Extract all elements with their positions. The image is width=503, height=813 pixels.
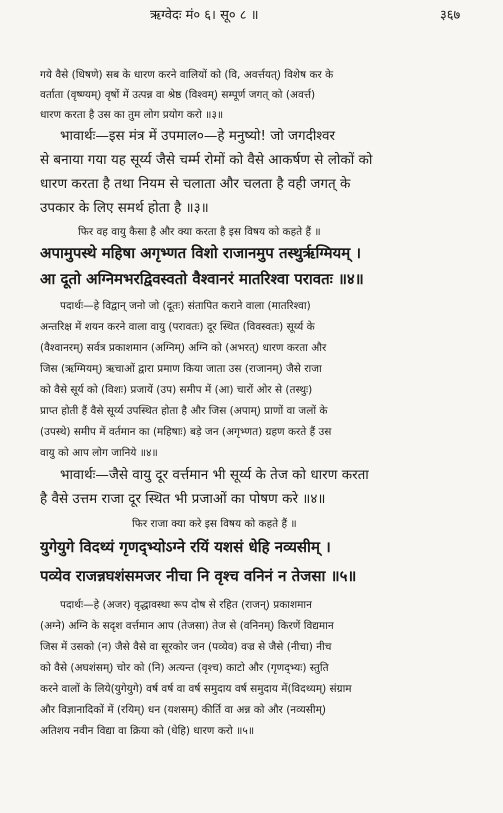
text-line: गये वैसे (धिषणे) सब के धारण करने वालियों को (वि, अवर्त्तयत्) विशेष कर के bbox=[40, 69, 334, 81]
padartha-line: पदार्थः—हे (अजर) वृद्धावस्था रूप दोष से रहित (राजन्) प्रकाशमान bbox=[60, 599, 312, 611]
padartha-line: और विज्ञानादिकों में (रयिम्) धन (यशसम्) कीर्ति वा अन्न को और (नव्यसीम्) bbox=[40, 704, 326, 716]
padartha-line: अतिशय नवीन विद्या वा क्रिया को (धेहि) धारण करो ॥५॥ bbox=[40, 725, 255, 737]
mantra-line: युगेयुगे विदथ्यं गृणद्भ्योऽग्ने रयिं यशसं धेहि नव्यसीम् । bbox=[40, 538, 331, 556]
text-line: वर्ताता (वृष्ण्यम्) वृषों में उत्पन्न वा श्रेष्ठ (विश्वम्) सम्पूर्ण जगत् को (अवर्त्त) bbox=[40, 89, 316, 101]
padartha-line: वायु को आप लोग जानिये ॥४॥ bbox=[40, 447, 158, 459]
bhavartha-line: भावार्थः—इस मंत्र में उपमाल०—हे मनुष्यो! जो जगदीश्वर bbox=[60, 128, 336, 144]
padartha-line: (अग्ने) अग्नि के सदृश वर्त्तमान आप (तेजसा) तेज से (वनिनम्) किरणें विद्यमान bbox=[40, 620, 334, 632]
bhavartha-line: धारण करता है तथा नियम से चलाता और चलता है वही जगत् के bbox=[40, 176, 351, 192]
mantra-line: पव्येव राजन्नघशंसमजर नीचा नि वृश्च वनिनं न तेजसा ॥५॥ bbox=[40, 567, 357, 585]
bhavartha-line: भावार्थः—जैसे वायु दूर वर्त्तमान भी सूर्य्य के तेज को धारण करता bbox=[60, 467, 369, 483]
page-number: ३६७ bbox=[440, 8, 461, 23]
padartha-line: जिस (ऋग्मियम्) ऋचाओं द्वारा प्रमाण किया जाता उस (राजानम्) जैसे राजा bbox=[40, 363, 322, 375]
padartha-line: करने वालों के लिये(युगेयुगे) वर्ष वर्ष वा वर्ष समुदाय वर्ष समुदाय में(विदथ्यम्) संग्राम bbox=[40, 683, 352, 695]
padartha-line: को वैसे सूर्य को (विशः) प्रजायें (उप) समीप में (आ) चारों ओर से (तस्थुः) bbox=[40, 384, 313, 396]
running-title: ऋग्वेदः मं० ६। सू० ८ ॥ bbox=[150, 8, 259, 23]
padartha-line: जिस में उसको (न) जैसे वैसे वा सूरकोर जन (पव्येव) वज्र से जैसे (नीचा) नीच bbox=[40, 641, 332, 653]
mantra-line: आ दूतो अग्निमभरद्विवस्वतो वैश्वानरं मातरिश्वा परावतः ॥४॥ bbox=[40, 270, 364, 288]
bhavartha-line: उपकार के लिए समर्थ होता है ॥३॥ bbox=[40, 200, 209, 216]
text-line: धारण करता है उस का तुम लोग प्रयोग करो ॥३॥ bbox=[40, 109, 224, 121]
padartha-line: पदार्थः—हे विद्वान् जनो जो (दूतः) संतापित कराने वाला (मातरिश्वा) bbox=[60, 300, 311, 312]
padartha-line: (वैश्वानरम्) सर्वत्र प्रकाशमान (अग्निम्) अग्नि को (अभरत्) धारण करता और bbox=[40, 342, 327, 354]
padartha-line: को वैसे (अघशंसम्) चोर को (नि) अत्यन्त (वृश्च) काटो और (गृणद्भ्यः) स्तुति bbox=[40, 662, 329, 674]
padartha-line: प्राप्त होती हैं वैसे सूर्य्य उपस्थित होता है और जिस (अपाम्) प्राणों वा जलों के bbox=[40, 405, 328, 417]
transition-line: फिर राजा क्या करे इस विषय को कहते हैं ॥ bbox=[132, 518, 297, 530]
bhavartha-line: से बनाया गया यह सूर्य्य जैसे चर्म्म रोमों को वैसे आकर्षण से लोकों को bbox=[40, 152, 373, 168]
mantra-line: अपामुपस्थे महिषा अगृभ्णत विशो राजानमुप तस्थुर्ऋग्मियम् । bbox=[40, 244, 362, 262]
padartha-line: अन्तरिक्ष में शयन करने वाला वायु (परावतः) दूर स्थित (विवस्वतः) सूर्य्य के bbox=[40, 321, 315, 333]
bhavartha-line: है वैसे उत्तम राजा दूर स्थित भी प्रजाओं का पोषण करे ॥४॥ bbox=[40, 491, 326, 507]
padartha-line: (उपस्थे) समीप में वर्तमान का (महिषाः) बड़े जन (अगृभ्णत) ग्रहण करते हैं उस bbox=[40, 426, 332, 438]
transition-line: फिर वह वायु कैसा है और क्या करता है इस विषय को कहते हैं ॥ bbox=[78, 226, 321, 238]
